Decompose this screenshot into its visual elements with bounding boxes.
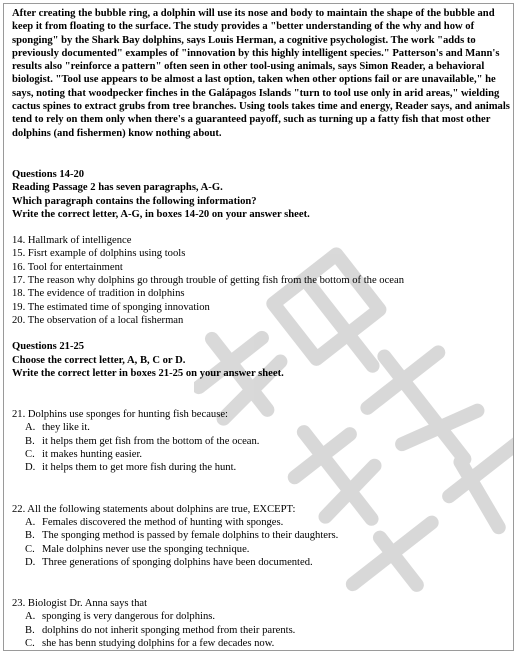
- option-letter: A.: [25, 611, 36, 623]
- list-item: 15. Fisrt example of dolphins using tools: [12, 248, 186, 260]
- passage-paragraph: After creating the bubble ring, a dolphin will use its nose and body to maintain the shape of the bubble and keep it from floating to the surface. The study provides a "better understanding of the why and how of sponging" by the Shark Bay dolphins, says Louis Herman, a cognitive psychologist. The work "adds to previously documented" examples of "innovation by this highly intelligent species." Patterson's and Mann's results also "reinforce a pattern" often seen in other tool-using animals, says Simon Reader, a behavioral biologist. "Tool use appears to be almost a last option, taken when other options fail or are unavailable," he says, noting that woodpecker finches in the Galápagos Islands "turn to tool use only in arid areas," wielding cactus spines to extract grubs from tree branches. Using tools takes time and energy, Reader says, and animals tend to rely on them only when there's a guaranteed payoff, such as turning up a fatty fish that most other dolphins (and fishermen) know nothing about.: [12, 8, 510, 139]
- option-letter: B.: [25, 435, 35, 447]
- list-item: 19. The estimated time of sponging innovation: [12, 301, 210, 313]
- option-letter: D.: [25, 556, 36, 568]
- option-text: it makes hunting easier.: [42, 449, 143, 461]
- list-item: 17. The reason why dolphins go through trouble of getting fish from the bottom of the ocean: [12, 275, 404, 287]
- instruction-line: Which paragraph contains the following information?: [12, 195, 257, 207]
- answer-option: [12, 421, 510, 434]
- option-text: she has benn studying dolphins for a few decades now.: [42, 637, 275, 649]
- questions-14-20-section: [12, 168, 510, 327]
- list-item: 16. Tool for entertainment: [12, 261, 123, 273]
- answer-option: [12, 637, 510, 650]
- list-item: 14. Hallmark of intelligence: [12, 235, 132, 247]
- option-text: they like it.: [42, 422, 90, 434]
- option-text: The sponging method is passed by female dolphins to their daughters.: [42, 530, 339, 542]
- option-text: Females discovered the method of hunting with sponges.: [42, 516, 284, 528]
- question-stem: 23. Biologist Dr. Anna says that: [12, 598, 148, 610]
- question-stem: 22. All the following statements about dolphins are true, EXCEPT:: [12, 503, 296, 515]
- option-text: it helps them get fish from the bottom of the ocean.: [42, 435, 260, 447]
- page-content: [12, 7, 510, 650]
- option-letter: D.: [25, 462, 36, 474]
- option-letter: B.: [25, 624, 35, 636]
- section-title: Questions 14-20: [12, 168, 85, 180]
- instruction-line: Write the correct letter in boxes 21-25 on your answer sheet.: [12, 367, 284, 379]
- option-letter: A.: [25, 516, 36, 528]
- answer-option: [12, 461, 510, 474]
- option-text: dolphins do not inherit sponging method from their parents.: [42, 624, 296, 636]
- section-title: Questions 21-25: [12, 341, 85, 353]
- answer-option: [12, 556, 510, 569]
- option-letter: C.: [25, 637, 35, 649]
- option-letter: A.: [25, 422, 36, 434]
- answer-option: [12, 516, 510, 529]
- instruction-line: Write the correct letter, A-G, in boxes 14-20 on your answer sheet.: [12, 208, 310, 220]
- answer-option: [12, 624, 510, 637]
- question-stem: 21. Dolphins use sponges for hunting fish because:: [12, 409, 228, 421]
- answer-option: [12, 435, 510, 448]
- answer-option: [12, 448, 510, 461]
- option-text: sponging is very dangerous for dolphins.: [42, 611, 216, 623]
- option-letter: C.: [25, 543, 35, 555]
- answer-option: [12, 610, 510, 623]
- list-item: 18. The evidence of tradition in dolphins: [12, 288, 185, 300]
- question-23: [12, 597, 510, 650]
- instruction-line: Choose the correct letter, A, B, C or D.: [12, 354, 186, 366]
- option-text: Male dolphins never use the sponging technique.: [42, 543, 250, 555]
- question-21: [12, 408, 510, 474]
- answer-option: [12, 543, 510, 556]
- option-letter: B.: [25, 530, 35, 542]
- questions-21-25-section: [12, 340, 510, 380]
- document-page: [3, 3, 514, 651]
- option-letter: C.: [25, 449, 35, 461]
- question-22: [12, 503, 510, 569]
- option-text: it helps them to get more fish during the hunt.: [42, 462, 237, 474]
- list-item: 20. The observation of a local fisherman: [12, 314, 184, 326]
- option-text: Three generations of sponging dolphins have been documented.: [42, 556, 313, 568]
- answer-option: [12, 529, 510, 542]
- instruction-line: Reading Passage 2 has seven paragraphs, A-G.: [12, 182, 223, 194]
